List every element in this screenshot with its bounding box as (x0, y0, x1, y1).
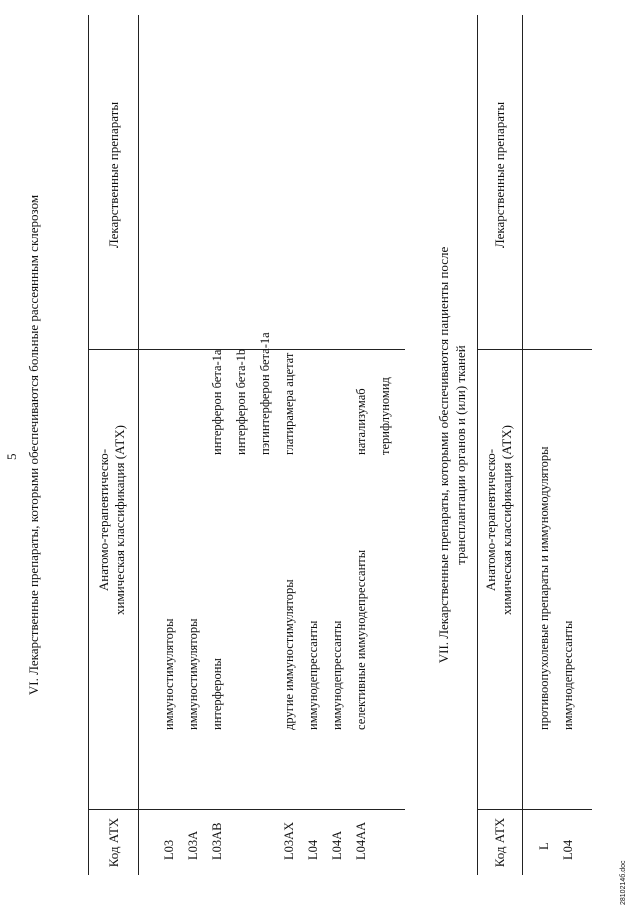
table7-row-name: иммунодепрессанты (561, 620, 575, 730)
page-number: 5 (4, 453, 19, 460)
table7-header-border (522, 15, 523, 875)
table7-row-code: L04 (561, 839, 575, 860)
table7-top-border (477, 15, 478, 875)
document-id: 2810214б.doc (620, 860, 627, 905)
table6-row-code: L04A (330, 830, 344, 860)
table7-header-code: Код АТХ (492, 817, 507, 868)
table6-row-name: селективные иммунодепрессанты (354, 549, 368, 730)
table6-row-drug: интерферон бета-1b (234, 348, 248, 455)
table7-header-class: Анатомо-терапевтическо-химическая классификация (АТХ) (483, 425, 514, 615)
table6-row-code: L04AA (354, 821, 368, 860)
table6-row-drug: глатирамера ацетат (282, 352, 296, 455)
table6-row-name: иммунодепрессанты (306, 620, 320, 730)
table6-header-border (138, 15, 139, 875)
table6-row-code: L03AB (210, 822, 224, 860)
table6-row-name: иммуностимуляторы (186, 618, 200, 730)
table6-row-name: иммуностимуляторы (162, 618, 176, 730)
table6-top-border (88, 15, 89, 875)
table6-row-drug: интерферон бета-1a (210, 349, 224, 455)
table6-header-class: Анатомо-терапевтическо-химическая классификация (АТХ) (96, 425, 127, 615)
section7-heading: VII. Лекарственные препараты, которыми обеспечиваются пациенты после трансплантации органов и (или) тканей (436, 246, 468, 664)
section6-heading: VI. Лекарственные препараты, которыми обеспечиваются больные рассеянным склерозом (26, 194, 41, 696)
table6-row-code: L03AX (282, 821, 296, 860)
table6-row-drug: пэгинтерферон бета-1a (258, 332, 272, 455)
table6-row-drug: натализумаб (354, 388, 368, 455)
table6-row-name: интерфероны (210, 658, 224, 730)
table7-row-name: противоопухолевые препараты и иммуномодуляторы (537, 446, 551, 730)
table6-row-code: L04 (306, 839, 320, 860)
table6-row-name: иммунодепрессанты (330, 620, 344, 730)
table7-row-code: L (537, 842, 551, 850)
table6-row-drug: терифлуномид (378, 377, 392, 455)
table7-header-drugs: Лекарственные препараты (492, 101, 507, 249)
table6-row-code: L03 (162, 839, 176, 860)
table6-col-divider-1 (88, 809, 405, 810)
table6-header-code: Код АТХ (106, 817, 121, 868)
table6-row-name: другие иммуностимуляторы (282, 579, 296, 730)
table6-row-code: L03A (186, 830, 200, 860)
table6-header-drugs: Лекарственные препараты (106, 101, 121, 249)
table7-col-divider-2 (477, 349, 592, 350)
